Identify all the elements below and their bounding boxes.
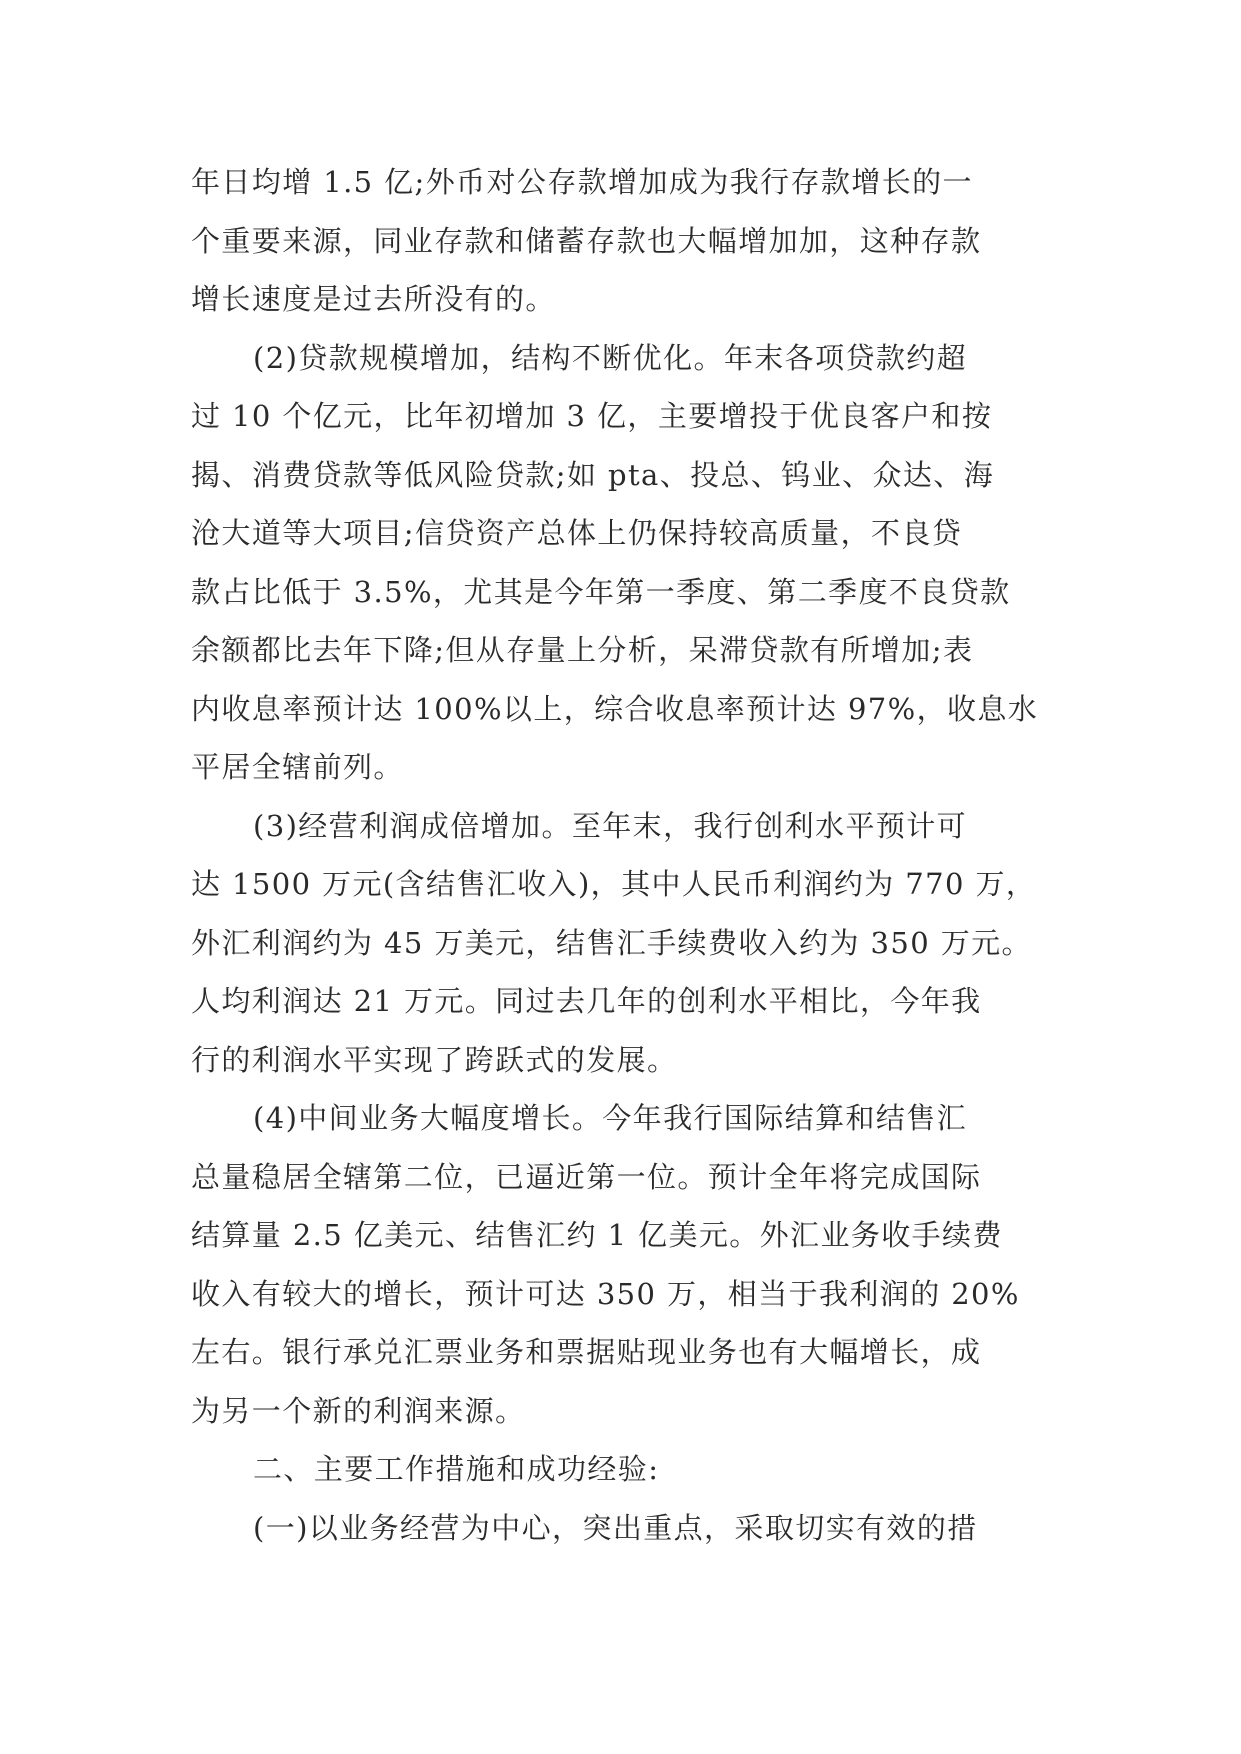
text-line: 揭、消费贷款等低风险贷款;如 pta、投总、钨业、众达、海 xyxy=(191,457,995,492)
text-line: 二、主要工作措施和成功经验: xyxy=(253,1452,660,1486)
text-line: 为另一个新的利润来源。 xyxy=(191,1393,526,1428)
text-line: 外汇利润约为 45 万美元，结售汇手续费收入约为 350 万元。 xyxy=(191,925,1032,960)
text-line: 达 1500 万元(含结售汇收入)，其中人民币利润约为 770 万， xyxy=(191,867,1037,901)
text-line: 过 10 个亿元，比年初增加 3 亿，主要增投于优良客户和按 xyxy=(191,399,993,433)
text-line: 行的利润水平实现了跨跃式的发展。 xyxy=(191,1042,678,1077)
document-body xyxy=(191,153,1061,1557)
text-line: 款占比低于 3.5%，尤其是今年第一季度、第二季度不良贷款 xyxy=(191,574,1011,609)
text-line: (2)贷款规模增加，结构不断优化。年末各项贷款约超 xyxy=(253,340,968,375)
text-line: 内收息率预计达 100%以上，综合收息率预计达 97%，收息水 xyxy=(191,691,1039,726)
text-line: 左右。银行承兑汇票业务和票据贴现业务也有大幅增长，成 xyxy=(191,1335,982,1369)
text-line: 沧大道等大项目;信贷资产总体上仍保持较高质量，不良贷 xyxy=(191,516,963,550)
text-line: 总量稳居全辖第二位，已逼近第一位。预计全年将完成国际 xyxy=(191,1159,982,1194)
text-line: 收入有较大的增长，预计可达 350 万，相当于我利润的 20% xyxy=(191,1276,1020,1311)
text-line: 年日均增 1.5 亿;外币对公存款增加成为我行存款增长的一 xyxy=(191,165,973,199)
text-line: 余额都比去年下降;但从存量上分析，呆滞贷款有所增加;表 xyxy=(191,633,974,667)
text-line: (3)经营利润成倍增加。至年末，我行创利水平预计可 xyxy=(253,808,968,843)
text-line: (一)以业务经营为中心，突出重点，采取切实有效的措 xyxy=(253,1510,978,1545)
text-line: 增长速度是过去所没有的。 xyxy=(191,282,556,316)
text-line: 平居全辖前列。 xyxy=(191,750,404,784)
text-line: 个重要来源，同业存款和储蓄存款也大幅增加加，这种存款 xyxy=(191,223,982,258)
text-line: 人均利润达 21 万元。同过去几年的创利水平相比，今年我 xyxy=(191,984,982,1018)
text-line: 结算量 2.5 亿美元、结售汇约 1 亿美元。外汇业务收手续费 xyxy=(191,1218,1003,1252)
text-line: (4)中间业务大幅度增长。今年我行国际结算和结售汇 xyxy=(253,1101,968,1135)
